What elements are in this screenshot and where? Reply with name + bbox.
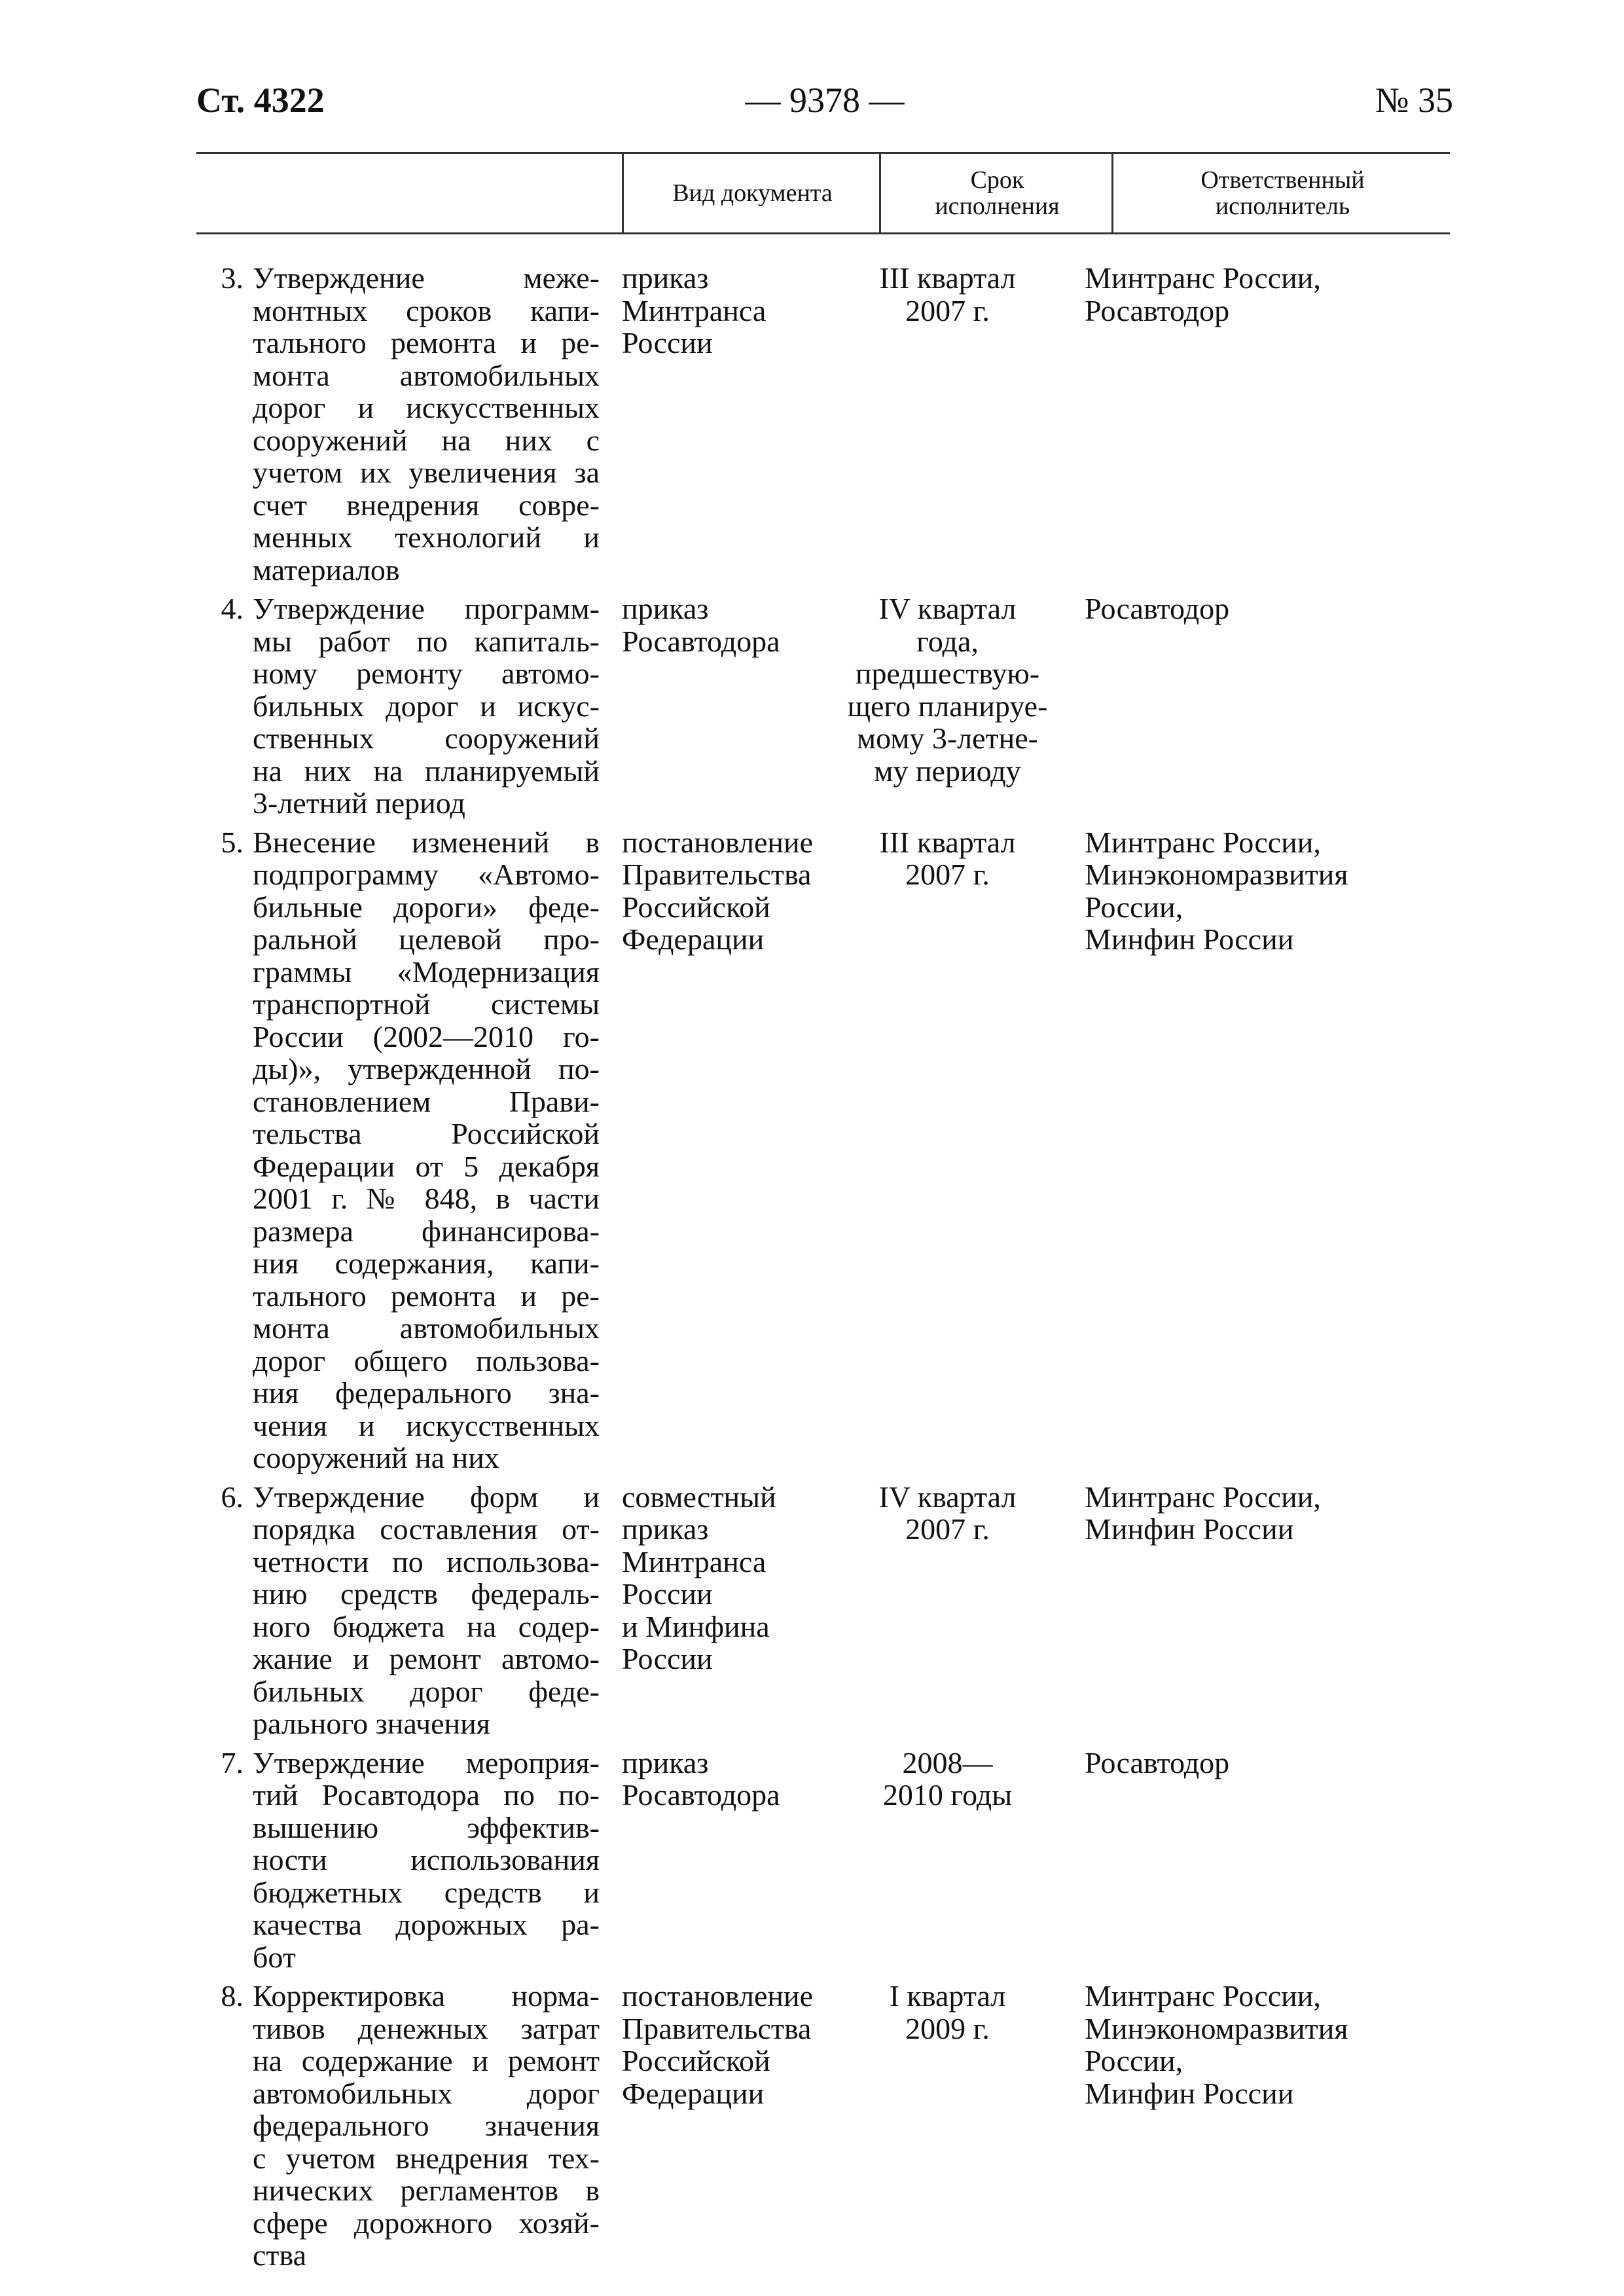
row-executor-line: Минтранс России, xyxy=(1085,825,1321,859)
row-deadline xyxy=(831,262,1064,586)
table-row xyxy=(196,826,1453,1474)
row-document-type-line: России xyxy=(622,1642,713,1675)
row-deadline-line: 2010 годы xyxy=(882,1778,1013,1812)
row-number: 3. xyxy=(221,261,244,295)
page-header xyxy=(196,80,1453,132)
row-title-line: материалов xyxy=(253,553,400,587)
row-executor xyxy=(1064,826,1404,1474)
row-title xyxy=(253,1980,600,2272)
row-title-line: счет внедрения совре- xyxy=(253,488,600,522)
row-deadline-line: IV квартал xyxy=(878,1480,1017,1514)
row-executor-line: Росавтодор xyxy=(1085,1745,1230,1779)
row-title-line: менных технологий и xyxy=(253,520,600,554)
row-title-line: тального ремонта и ре- xyxy=(253,326,600,359)
row-title-line: тального ремонта и ре- xyxy=(253,1279,600,1313)
row-title xyxy=(253,826,600,1474)
row-title-line: сфере дорожного хозяй- xyxy=(253,2206,600,2240)
column-header-line: Ответственный xyxy=(1200,166,1365,194)
row-title-line: учетом их увеличения за xyxy=(253,456,600,489)
row-document-type xyxy=(600,1481,831,1740)
row-document-type-line: постановление xyxy=(622,825,814,859)
row-title xyxy=(253,1481,600,1740)
row-document-type-line: России xyxy=(622,1577,713,1611)
row-executor-line: России, xyxy=(1085,2044,1183,2077)
row-number: 4. xyxy=(221,592,244,625)
row-title-line: жание и ремонт автомо- xyxy=(253,1642,600,1675)
row-title-line: ства xyxy=(253,2238,307,2272)
row-deadline-line: 2007 г. xyxy=(905,1512,990,1546)
row-title-line: Внесение изменений в xyxy=(253,825,600,859)
row-deadline-line: 2009 г. xyxy=(905,2011,990,2045)
row-executor-line: Минфин России xyxy=(1085,1512,1294,1546)
row-deadline-line: 2007 г. xyxy=(905,293,990,327)
row-document-type-line: приказ xyxy=(622,261,709,295)
row-title-line: ности использования xyxy=(253,1843,600,1876)
row-title-line: порядка составления от- xyxy=(253,1512,600,1546)
row-title-line: чения и искусственных xyxy=(253,1408,600,1442)
row-document-type-line: Росавтодора xyxy=(622,624,780,658)
row-deadline-line: мому 3-летне- xyxy=(857,721,1038,755)
row-document-type-line: Федерации xyxy=(622,922,765,956)
column-header-line: Срок xyxy=(970,166,1024,194)
row-title-line: бильных дорог феде- xyxy=(253,1674,600,1708)
row-title-line: монта автомобильных xyxy=(253,1311,600,1345)
page-number: — 9378 — xyxy=(745,81,905,120)
row-title-line: сооружений на них xyxy=(253,1441,499,1474)
row-title-line: подпрограмму «Автомо- xyxy=(253,858,600,891)
row-title-line: нических регламентов в xyxy=(253,2174,600,2207)
row-executor-line: Минэкономразвития xyxy=(1085,2011,1348,2045)
row-title-line: мы работ по капиталь- xyxy=(253,624,600,658)
row-title-line: становлением Прави- xyxy=(253,1084,600,1118)
row-number: 6. xyxy=(221,1480,244,1514)
row-title-line: тельства Российской xyxy=(253,1117,600,1150)
row-document-type-line: и Минфина xyxy=(622,1609,770,1643)
row-title-line: ственных сооружений xyxy=(253,721,600,755)
row-deadline-line: предшествую- xyxy=(855,657,1040,690)
row-document-type-line: приказ xyxy=(622,1745,709,1779)
row-title xyxy=(253,262,600,586)
column-header-deadline xyxy=(879,153,1113,232)
row-executor-line: Минэкономразвития xyxy=(1085,858,1348,891)
row-title-line: транспортной системы xyxy=(253,987,600,1021)
row-title-line: 3-летний период xyxy=(253,786,465,820)
row-executor-line: Росавтодор xyxy=(1085,592,1230,625)
row-title-line: ного бюджета на содер- xyxy=(253,1609,600,1643)
column-header-line: исполнитель xyxy=(1215,192,1350,220)
row-title-line: на них на планируемый xyxy=(253,754,600,788)
row-executor-line: Минфин России xyxy=(1085,2076,1294,2110)
row-deadline-line: IV квартал xyxy=(878,592,1017,625)
row-title-line: дорог и искусственных xyxy=(253,391,600,424)
row-executor-line: Минтранс России, xyxy=(1085,1480,1321,1514)
row-executor xyxy=(1064,1980,1404,2272)
row-title-line: качества дорожных ра- xyxy=(253,1908,600,1941)
row-title-line: ному ремонту автомо- xyxy=(253,657,600,690)
row-title-line: монтных сроков капи- xyxy=(253,293,600,327)
row-title-line: Утверждение мероприя- xyxy=(253,1745,600,1779)
table-row xyxy=(196,1481,1453,1740)
row-title-line: сооружений на них с xyxy=(253,423,600,457)
column-header-line: Вид документа xyxy=(672,179,833,207)
row-title-line: Федерации от 5 декабря xyxy=(253,1149,600,1183)
row-deadline-line: года, xyxy=(916,624,979,658)
row-title-line: федерального значения xyxy=(253,2109,600,2142)
row-document-type-line: приказ xyxy=(622,592,709,625)
table-row xyxy=(196,1980,1453,2272)
row-title-line: Утверждение форм и xyxy=(253,1480,600,1514)
article-number: Ст. 4322 xyxy=(196,81,325,120)
row-deadline xyxy=(831,826,1064,1474)
row-number: 8. xyxy=(221,1979,244,2013)
table-body xyxy=(196,262,1453,2272)
row-document-type-line: приказ xyxy=(622,1512,709,1546)
column-header-executor xyxy=(1111,153,1452,232)
row-number: 7. xyxy=(221,1745,244,1779)
row-title-line: ния содержания, капи- xyxy=(253,1247,600,1280)
row-document-type xyxy=(600,592,831,820)
row-title-line: автомобильных дорог xyxy=(253,2076,600,2110)
row-title-line: рального значения xyxy=(253,1707,490,1740)
row-deadline-line: III квартал xyxy=(879,825,1016,859)
row-title-line: Утверждение программ- xyxy=(253,592,600,625)
row-deadline xyxy=(831,1747,1064,1974)
row-document-type xyxy=(600,1747,831,1974)
column-header-line: исполнения xyxy=(935,192,1060,220)
row-document-type-line: Росавтодора xyxy=(622,1778,780,1812)
row-deadline-line: щего планируе- xyxy=(847,689,1048,723)
row-title-line: размера финансирова- xyxy=(253,1214,600,1248)
row-title-line: четности по использова- xyxy=(253,1544,600,1578)
row-document-type xyxy=(600,262,831,586)
row-document-type xyxy=(600,1980,831,2272)
row-deadline xyxy=(831,592,1064,820)
row-title-line: Утверждение меже- xyxy=(253,261,600,295)
row-deadline-line: 2007 г. xyxy=(905,858,990,891)
row-executor xyxy=(1064,1747,1404,1974)
row-title-line: с учетом внедрения тех- xyxy=(253,2141,600,2175)
row-executor xyxy=(1064,592,1404,820)
row-title xyxy=(253,592,600,820)
row-title-line: бильных дорог и искус- xyxy=(253,689,600,723)
column-header-doc-type xyxy=(622,153,881,232)
row-deadline xyxy=(831,1481,1064,1740)
row-title-line: бильные дороги» феде- xyxy=(253,890,600,924)
row-executor-line: Минтранс России, xyxy=(1085,1979,1321,2013)
row-title-line: тивов денежных затрат xyxy=(253,2011,600,2045)
table-row xyxy=(196,1747,1453,1974)
row-title xyxy=(253,1747,600,1974)
row-deadline-line: му периоду xyxy=(874,754,1021,788)
row-deadline-line: I квартал xyxy=(889,1979,1006,2013)
row-document-type-line: постановление xyxy=(622,1979,814,2013)
row-title-line: вышению эффектив- xyxy=(253,1810,600,1844)
row-deadline-line: III квартал xyxy=(879,261,1016,295)
row-title-line: граммы «Модернизация xyxy=(253,955,600,989)
row-title-line: 2001 г. № 848, в части xyxy=(253,1182,600,1215)
row-title-line: бюджетных средств и xyxy=(253,1875,600,1909)
row-deadline-line: 2008— xyxy=(902,1745,993,1779)
row-title-line: дорог общего пользова- xyxy=(253,1343,600,1377)
row-title-line: России (2002—2010 го- xyxy=(253,1019,600,1053)
issue-number: № 35 xyxy=(1375,81,1453,120)
row-document-type xyxy=(600,826,831,1474)
row-executor-line: России, xyxy=(1085,890,1183,924)
row-document-type-line: Федерации xyxy=(622,2076,765,2110)
row-executor xyxy=(1064,262,1404,586)
row-title-line: ния федерального зна- xyxy=(253,1376,600,1410)
row-document-type-line: Минтранса xyxy=(622,1544,767,1578)
table-row xyxy=(196,592,1453,820)
row-executor-line: Минфин России xyxy=(1085,922,1294,956)
row-document-type-line: Российской xyxy=(622,2044,770,2077)
row-document-type-line: Минтранса xyxy=(622,293,767,327)
row-number: 5. xyxy=(221,825,244,859)
row-deadline xyxy=(831,1980,1064,2272)
row-document-type-line: Правительства xyxy=(622,858,812,891)
row-document-type-line: Российской xyxy=(622,890,770,924)
row-document-type-line: России xyxy=(622,326,713,359)
row-document-type-line: совместный xyxy=(622,1480,776,1514)
row-title-line: на содержание и ремонт xyxy=(253,2044,600,2077)
row-title-line: Корректировка норма- xyxy=(253,1979,600,2013)
table-header-rule xyxy=(196,232,1450,234)
row-title-line: ральной целевой про- xyxy=(253,922,600,956)
row-title-line: тий Росавтодора по по- xyxy=(253,1778,600,1812)
row-executor-line: Росавтодор xyxy=(1085,293,1230,327)
table-row xyxy=(196,262,1453,586)
row-title-line: бот xyxy=(253,1940,296,1974)
row-executor xyxy=(1064,1481,1404,1740)
row-title-line: нию средств федераль- xyxy=(253,1577,600,1611)
row-title-line: ды)», утвержденной по- xyxy=(253,1052,600,1085)
row-executor-line: Минтранс России, xyxy=(1085,261,1321,295)
row-title-line: монта автомобильных xyxy=(253,358,600,392)
row-document-type-line: Правительства xyxy=(622,2011,812,2045)
